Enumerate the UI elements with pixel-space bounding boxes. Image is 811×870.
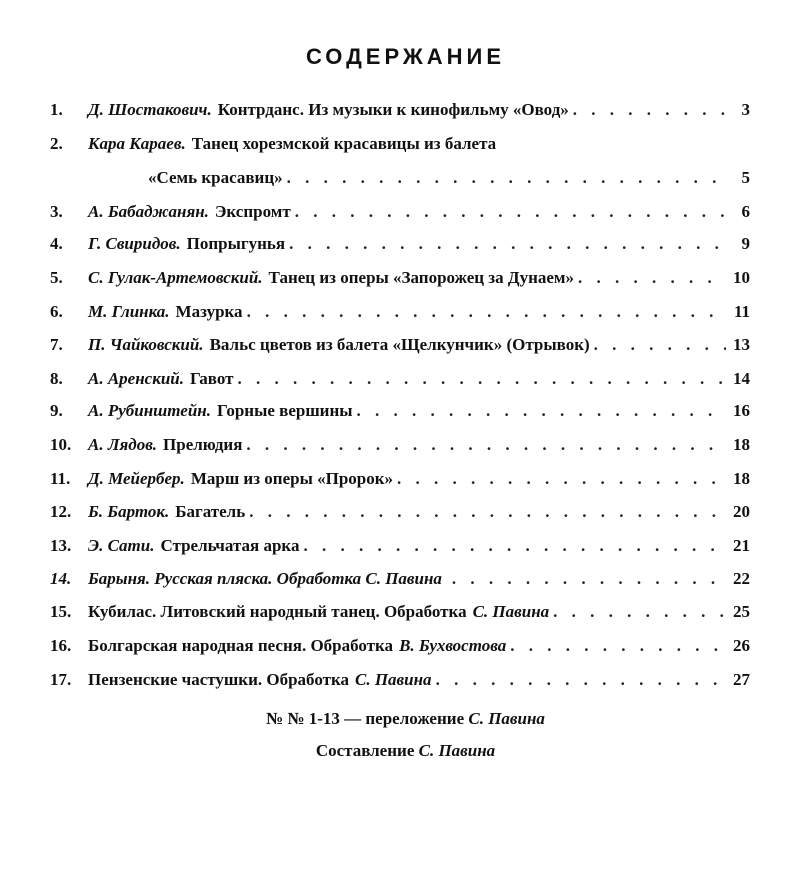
entry-number: 12. [50, 502, 72, 521]
dot-leader [246, 432, 726, 458]
toc-entry [50, 398, 750, 424]
toc-entry [50, 131, 750, 157]
toc-entry [50, 97, 750, 123]
entry-number: 7. [50, 335, 63, 354]
toc-entry [50, 366, 750, 392]
toc-entry [50, 231, 750, 257]
entry-page: 18 [733, 469, 750, 488]
footer-line1-text: № № 1-13 — переложение [266, 709, 465, 728]
entry-number: 5. [50, 268, 63, 287]
entry-title: Танец из оперы «Запорожец за Дунаем» [268, 268, 575, 287]
entry-number: 16. [50, 636, 72, 655]
dot-leader [249, 499, 726, 525]
toc-entry [50, 199, 750, 225]
entry-title: Кубилас. Литовский народный танец. Обработка [88, 602, 467, 621]
entry-number: 8. [50, 369, 63, 388]
entry-author: Г. Свиридов. [88, 234, 181, 253]
dot-leader [594, 332, 726, 358]
toc-entry [50, 265, 750, 291]
entry-number: 17. [50, 670, 72, 689]
footer-line2-text: Составление [315, 741, 415, 760]
toc-entry [50, 299, 750, 325]
dot-leader [238, 366, 727, 392]
entry-author: Кара Караев. [88, 134, 186, 153]
entry-number: 1. [50, 100, 63, 119]
entry-author: С. Гулак-Артемовский. [88, 268, 263, 287]
entry-title: Горные вершины [217, 401, 353, 420]
entry-page: 22 [733, 569, 750, 588]
entry-author: Б. Барток. [88, 502, 170, 521]
entry-page: 6 [741, 202, 750, 221]
page-title: СОДЕРЖАНИЕ [305, 44, 506, 69]
dot-leader [436, 667, 726, 693]
toc-entry-continuation [50, 165, 750, 191]
entry-title-continued: «Семь красавиц» [148, 168, 283, 187]
entry-title: Контрданс. Из музыки к кинофильму «Овод» [217, 100, 569, 119]
entry-author: Д. Шостакович. [88, 100, 212, 119]
toc-entry [50, 599, 750, 625]
entry-title: Марш из оперы «Пророк» [190, 469, 394, 488]
entry-page: 27 [733, 670, 750, 689]
entry-author: Д. Мейербер. [88, 469, 185, 488]
dot-leader [510, 633, 726, 659]
entry-title: Стрельчатая арка [160, 536, 300, 555]
toc-entry [50, 533, 750, 559]
footer-compiler-note [0, 741, 811, 761]
entry-number: 11. [50, 469, 71, 488]
dot-leader [303, 533, 726, 559]
dot-leader [397, 466, 726, 492]
entry-page: 18 [733, 435, 750, 454]
entry-title: Мазурка [175, 302, 243, 321]
toc-entry [50, 499, 750, 525]
entry-number: 3. [50, 202, 63, 221]
entry-title: Багатель [175, 502, 246, 521]
dot-leader [452, 566, 726, 592]
entry-arranger: С. Павина [472, 602, 550, 621]
dot-leader [289, 231, 726, 257]
toc-entry [50, 566, 750, 592]
entry-author: М. Глинка. [88, 302, 170, 321]
entry-page: 5 [741, 168, 750, 187]
entry-author: Барыня. Русская пляска. Обработка С. Павина [88, 569, 442, 588]
entry-page: 26 [733, 636, 750, 655]
entry-page: 3 [741, 100, 750, 119]
entry-page: 25 [733, 602, 750, 621]
dot-leader [553, 599, 726, 625]
dot-leader [573, 97, 726, 123]
toc-entry [50, 633, 750, 659]
footer-transcription-note [0, 709, 811, 729]
toc-entry [50, 432, 750, 458]
dot-leader [578, 265, 726, 291]
toc-entry [50, 332, 750, 358]
entry-number: 14. [50, 569, 72, 588]
entry-page: 13 [733, 335, 750, 354]
toc-entry [50, 466, 750, 492]
entry-page: 9 [741, 234, 750, 253]
entry-page: 14 [733, 369, 750, 388]
entry-title: Вальс цветов из балета «Щелкунчик» (Отрывок) [209, 335, 590, 354]
entry-title: Гавот [189, 369, 234, 388]
entry-title: Попрыгунья [186, 234, 286, 253]
entry-number: 15. [50, 602, 72, 621]
entry-title: Танец хорезмской красавицы из балета [191, 134, 497, 153]
entry-number: 2. [50, 134, 63, 153]
footer-line1-name: С. Павина [468, 709, 545, 728]
entry-page: 10 [733, 268, 750, 287]
entry-author: А. Бабаджанян. [88, 202, 209, 221]
entry-number: 13. [50, 536, 72, 555]
dot-leader [247, 299, 726, 325]
entry-page: 11 [733, 302, 750, 321]
footer-line2-name: С. Павина [418, 741, 496, 760]
dot-leader [287, 165, 726, 191]
entry-page: 20 [733, 502, 750, 521]
dot-leader [295, 199, 726, 225]
entry-number: 4. [50, 234, 63, 253]
entry-author: А. Аренский. [88, 369, 184, 388]
entry-number: 10. [50, 435, 72, 454]
entry-author: Э. Сати. [88, 536, 155, 555]
dot-leader [357, 398, 726, 424]
entry-author: А. Лядов. [88, 435, 158, 454]
entry-author: П. Чайковский. [88, 335, 204, 354]
entry-arranger: В. Бухвостова [399, 636, 507, 655]
entry-number: 6. [50, 302, 63, 321]
entry-arranger: С. Павина [355, 670, 432, 689]
entry-title: Экспромт [214, 202, 291, 221]
entry-page: 21 [733, 536, 750, 555]
entry-number: 9. [50, 401, 63, 420]
entry-page: 16 [733, 401, 750, 420]
entry-title: Прелюдия [163, 435, 243, 454]
entry-title: Болгарская народная песня. Обработка [88, 636, 394, 655]
entry-title: Пензенские частушки. Обработка [88, 670, 349, 689]
toc-entry [50, 667, 750, 693]
entry-author: А. Рубинштейн. [88, 401, 211, 420]
